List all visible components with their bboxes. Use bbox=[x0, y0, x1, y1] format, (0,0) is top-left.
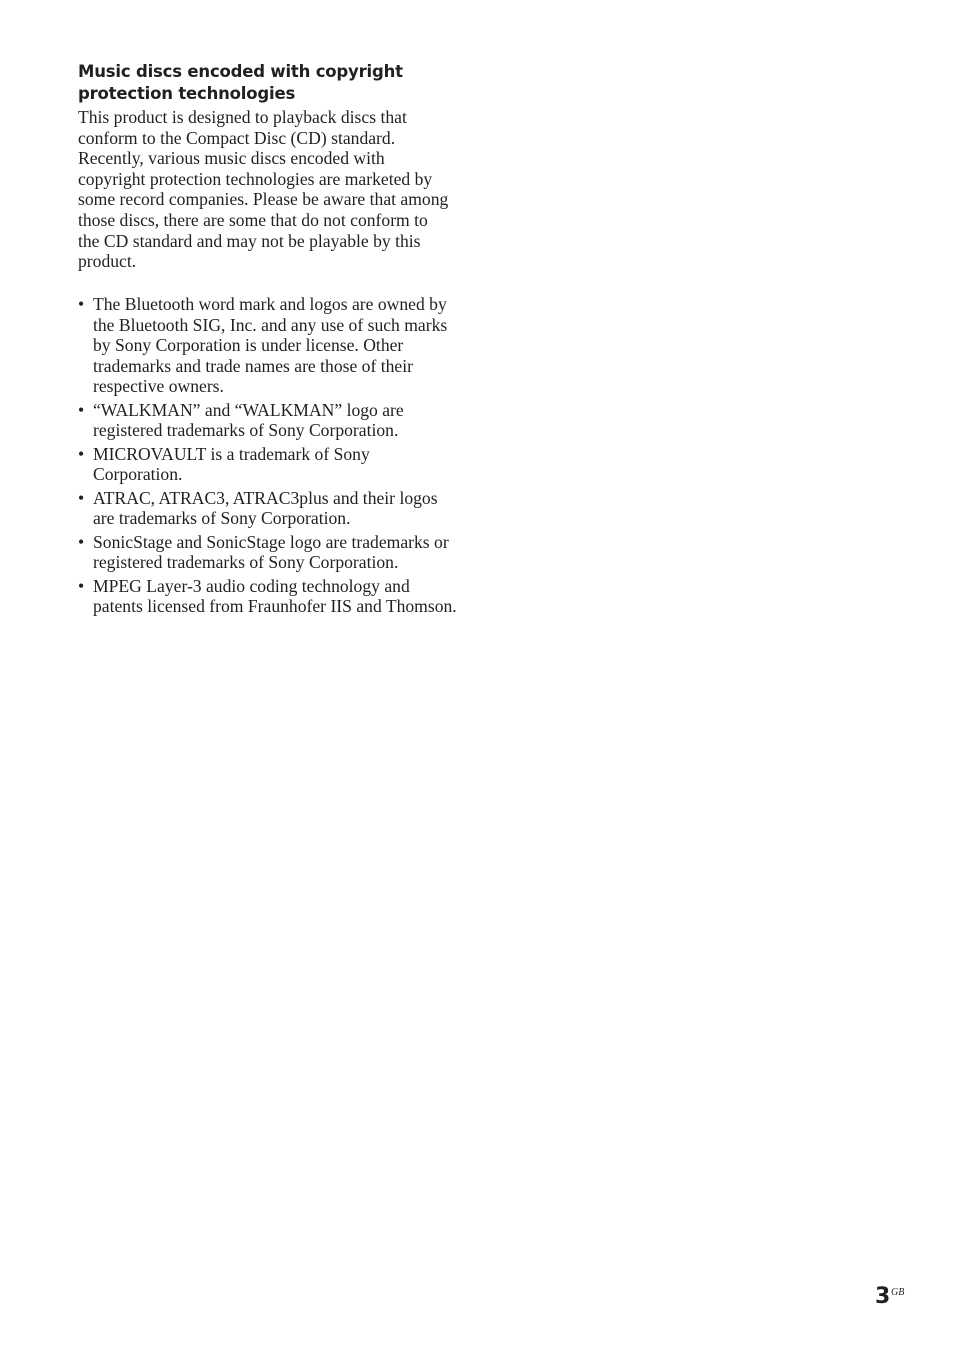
section-heading-line-2: protection technologies bbox=[78, 84, 296, 103]
bullet-icon: • bbox=[78, 487, 85, 508]
bullet-icon: • bbox=[78, 399, 85, 420]
list-item bbox=[78, 400, 458, 441]
bullet-icon: • bbox=[78, 443, 85, 464]
list-item bbox=[78, 444, 458, 485]
section-heading bbox=[78, 61, 450, 105]
list-item-text: SonicStage and SonicStage logo are trademarks or registered trademarks of Sony Corporation. bbox=[93, 531, 449, 573]
list-item bbox=[78, 576, 458, 617]
list-item-text: MICROVAULT is a trademark of Sony Corporation. bbox=[93, 443, 370, 485]
bullet-icon: • bbox=[78, 294, 85, 314]
list-item-text: “WALKMAN” and “WALKMAN” logo are registered trademarks of Sony Corporation. bbox=[93, 399, 404, 441]
copyright-section bbox=[78, 61, 450, 272]
trademark-list bbox=[78, 294, 458, 620]
section-paragraph: This product is designed to playback discs that conform to the Compact Disc (CD) standard. Recently, various music discs encoded with copyright protection technologies are marketed by some record companies. Please be aware that among those discs, there are some that do not conform to the CD standard and may not be playable by this product. bbox=[78, 107, 449, 272]
page-number: 3 bbox=[875, 1284, 890, 1309]
bullet-icon: • bbox=[78, 575, 85, 596]
list-item bbox=[78, 488, 458, 529]
bullet-icon: • bbox=[78, 531, 85, 552]
list-item-text: MPEG Layer-3 audio coding technology and patents licensed from Fraunhofer IIS and Thomson. bbox=[93, 575, 457, 617]
list-item-text: The Bluetooth word mark and logos are owned by the Bluetooth SIG, Inc. and any use of such marks by Sony Corporation is under license. Other trademarks and trade names are those of their respective owners. bbox=[93, 294, 448, 397]
section-heading-line-1: Music discs encoded with copyright bbox=[78, 62, 403, 81]
list-item bbox=[78, 294, 458, 397]
page-language-suffix: GB bbox=[891, 1287, 905, 1298]
list-item bbox=[78, 532, 458, 573]
list-item-text: ATRAC, ATRAC3, ATRAC3plus and their logos are trademarks of Sony Corporation. bbox=[93, 487, 438, 529]
